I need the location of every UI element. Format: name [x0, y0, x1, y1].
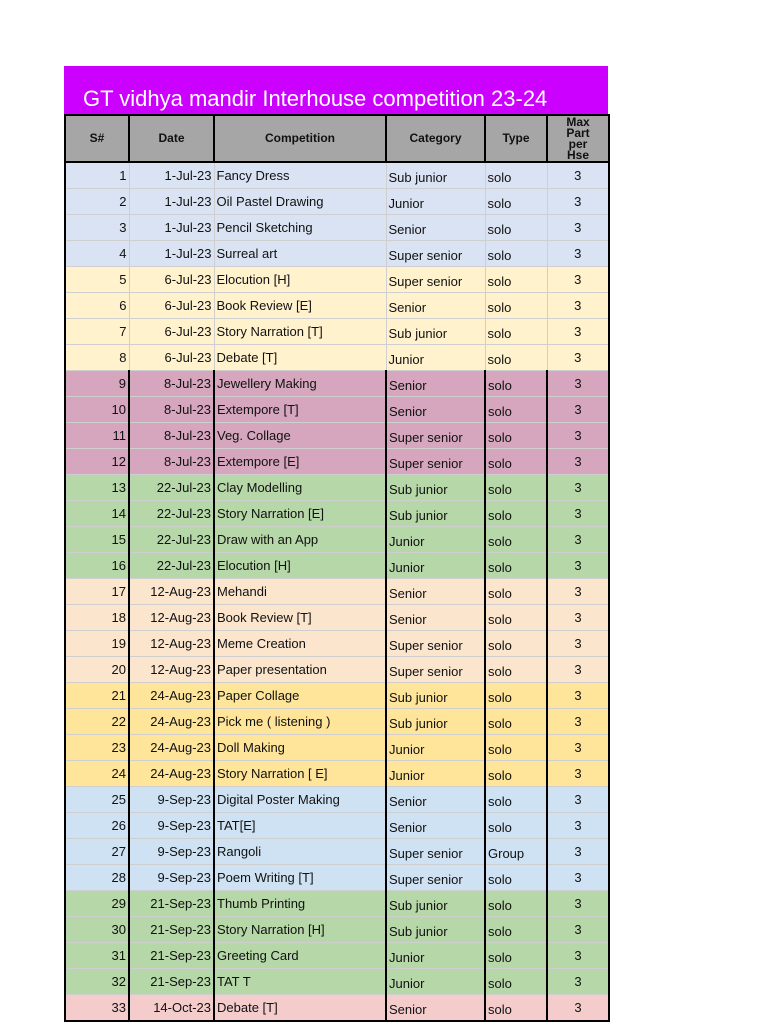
category-cell[interactable]: Junior — [386, 761, 485, 787]
header-max-part[interactable]: Max Part per Hse — [547, 115, 609, 162]
max-part-cell[interactable]: 3 — [547, 709, 609, 735]
table-row — [65, 501, 609, 527]
date-cell[interactable]: 9-Sep-23 — [129, 865, 214, 891]
table-row — [65, 189, 609, 215]
category-cell[interactable]: Senior — [386, 605, 485, 631]
competition-cell[interactable]: Book Review [T] — [214, 605, 386, 631]
max-part-cell[interactable]: 3 — [547, 683, 609, 709]
max-part-cell[interactable]: 3 — [547, 501, 609, 527]
max-part-cell[interactable]: 3 — [547, 475, 609, 501]
competition-cell[interactable]: Fancy Dress — [214, 162, 386, 189]
serial-cell[interactable]: 32 — [65, 969, 129, 995]
competition-cell[interactable]: Draw with an App — [214, 527, 386, 553]
date-cell[interactable]: 24-Aug-23 — [129, 735, 214, 761]
serial-cell[interactable]: 12 — [65, 449, 129, 475]
table-row — [65, 449, 609, 475]
type-cell[interactable]: solo — [485, 813, 547, 839]
category-cell[interactable]: Sub junior — [386, 891, 485, 917]
type-cell[interactable]: solo — [485, 215, 547, 241]
category-cell[interactable]: Junior — [386, 969, 485, 995]
serial-cell[interactable]: 2 — [65, 189, 129, 215]
type-cell[interactable]: solo — [485, 605, 547, 631]
category-cell[interactable]: Junior — [386, 345, 485, 371]
max-part-cell[interactable]: 3 — [547, 891, 609, 917]
serial-cell[interactable]: 26 — [65, 813, 129, 839]
max-part-cell[interactable]: 3 — [547, 162, 609, 189]
date-cell[interactable]: 22-Jul-23 — [129, 501, 214, 527]
competition-cell[interactable]: Story Narration [H] — [214, 917, 386, 943]
header-type[interactable]: Type — [485, 115, 547, 162]
category-cell[interactable]: Super senior — [386, 267, 485, 293]
date-cell[interactable]: 9-Sep-23 — [129, 839, 214, 865]
category-cell[interactable]: Super senior — [386, 631, 485, 657]
max-part-cell[interactable]: 3 — [547, 267, 609, 293]
max-part-cell[interactable]: 3 — [547, 605, 609, 631]
max-part-cell[interactable]: 3 — [547, 917, 609, 943]
table-row — [65, 267, 609, 293]
date-cell[interactable]: 21-Sep-23 — [129, 969, 214, 995]
serial-cell[interactable]: 33 — [65, 995, 129, 1022]
max-part-cell[interactable]: 3 — [547, 839, 609, 865]
competition-cell[interactable]: Digital Poster Making — [214, 787, 386, 813]
max-part-cell[interactable]: 3 — [547, 969, 609, 995]
type-cell[interactable]: solo — [485, 319, 547, 345]
table-row — [65, 293, 609, 319]
competition-cell[interactable]: Doll Making — [214, 735, 386, 761]
max-part-cell[interactable]: 3 — [547, 189, 609, 215]
serial-cell[interactable]: 10 — [65, 397, 129, 423]
competition-cell[interactable]: Story Narration [ E] — [214, 761, 386, 787]
date-cell[interactable]: 12-Aug-23 — [129, 605, 214, 631]
serial-cell[interactable]: 1 — [65, 162, 129, 189]
category-cell[interactable]: Senior — [386, 293, 485, 319]
type-cell[interactable]: solo — [485, 293, 547, 319]
serial-cell[interactable]: 13 — [65, 475, 129, 501]
category-cell[interactable]: Super senior — [386, 449, 485, 475]
table-row — [65, 423, 609, 449]
type-cell[interactable]: solo — [485, 267, 547, 293]
competition-cell[interactable]: Paper presentation — [214, 657, 386, 683]
category-cell[interactable]: Junior — [386, 735, 485, 761]
max-part-cell[interactable]: 3 — [547, 449, 609, 475]
date-cell[interactable]: 1-Jul-23 — [129, 241, 214, 267]
competition-cell[interactable]: Debate [T] — [214, 345, 386, 371]
type-cell[interactable]: solo — [485, 631, 547, 657]
type-cell[interactable]: Group — [485, 839, 547, 865]
table-row — [65, 995, 609, 1022]
competition-cell[interactable]: Jewellery Making — [214, 371, 386, 397]
date-cell[interactable]: 12-Aug-23 — [129, 579, 214, 605]
table-row — [65, 345, 609, 371]
table-row — [65, 709, 609, 735]
table-row — [65, 371, 609, 397]
table-row — [65, 761, 609, 787]
max-part-cell[interactable]: 3 — [547, 761, 609, 787]
serial-cell[interactable]: 18 — [65, 605, 129, 631]
category-cell[interactable]: Super senior — [386, 423, 485, 449]
date-cell[interactable]: 12-Aug-23 — [129, 657, 214, 683]
competition-cell[interactable]: Elocution [H] — [214, 553, 386, 579]
competition-cell[interactable]: Veg. Collage — [214, 423, 386, 449]
competition-cell[interactable]: Book Review [E] — [214, 293, 386, 319]
date-cell[interactable]: 8-Jul-23 — [129, 397, 214, 423]
table-row — [65, 683, 609, 709]
category-cell[interactable]: Junior — [386, 527, 485, 553]
date-cell[interactable]: 6-Jul-23 — [129, 345, 214, 371]
header-row — [65, 115, 609, 162]
serial-cell[interactable]: 25 — [65, 787, 129, 813]
serial-cell[interactable]: 7 — [65, 319, 129, 345]
category-cell[interactable]: Super senior — [386, 241, 485, 267]
type-cell[interactable]: solo — [485, 943, 547, 969]
serial-cell[interactable]: 27 — [65, 839, 129, 865]
table-row — [65, 605, 609, 631]
header-serial[interactable]: S# — [65, 115, 129, 162]
type-cell[interactable]: solo — [485, 397, 547, 423]
serial-cell[interactable]: 19 — [65, 631, 129, 657]
type-cell[interactable]: solo — [485, 891, 547, 917]
max-part-cell[interactable]: 3 — [547, 215, 609, 241]
competition-cell[interactable]: Story Narration [E] — [214, 501, 386, 527]
max-part-cell[interactable]: 3 — [547, 787, 609, 813]
competition-cell[interactable]: Extempore [T] — [214, 397, 386, 423]
type-cell[interactable]: solo — [485, 162, 547, 189]
competition-cell[interactable]: Story Narration [T] — [214, 319, 386, 345]
serial-cell[interactable]: 4 — [65, 241, 129, 267]
max-part-cell[interactable]: 3 — [547, 579, 609, 605]
category-cell[interactable]: Senior — [386, 813, 485, 839]
max-part-cell[interactable]: 3 — [547, 527, 609, 553]
serial-cell[interactable]: 22 — [65, 709, 129, 735]
table-row — [65, 839, 609, 865]
competition-cell[interactable]: TAT T — [214, 969, 386, 995]
table-row — [65, 891, 609, 917]
competition-cell[interactable]: Debate [T] — [214, 995, 386, 1022]
category-cell[interactable]: Sub junior — [386, 319, 485, 345]
serial-cell[interactable]: 11 — [65, 423, 129, 449]
max-part-cell[interactable]: 3 — [547, 345, 609, 371]
table-row — [65, 917, 609, 943]
serial-cell[interactable]: 16 — [65, 553, 129, 579]
type-cell[interactable]: solo — [485, 761, 547, 787]
serial-cell[interactable]: 5 — [65, 267, 129, 293]
date-cell[interactable]: 14-Oct-23 — [129, 995, 214, 1022]
date-cell[interactable]: 21-Sep-23 — [129, 891, 214, 917]
type-cell[interactable]: solo — [485, 449, 547, 475]
max-part-cell[interactable]: 3 — [547, 865, 609, 891]
table-row — [65, 813, 609, 839]
table-row — [65, 865, 609, 891]
type-cell[interactable]: solo — [485, 787, 547, 813]
category-cell[interactable]: Sub junior — [386, 709, 485, 735]
max-part-cell[interactable]: 3 — [547, 293, 609, 319]
table-row — [65, 319, 609, 345]
serial-cell[interactable]: 9 — [65, 371, 129, 397]
date-cell[interactable]: 8-Jul-23 — [129, 423, 214, 449]
date-cell[interactable]: 24-Aug-23 — [129, 761, 214, 787]
max-part-cell[interactable]: 3 — [547, 943, 609, 969]
category-cell[interactable]: Senior — [386, 579, 485, 605]
category-cell[interactable]: Sub junior — [386, 501, 485, 527]
date-cell[interactable]: 6-Jul-23 — [129, 267, 214, 293]
category-cell[interactable]: Super senior — [386, 657, 485, 683]
max-part-cell[interactable]: 3 — [547, 319, 609, 345]
date-cell[interactable]: 22-Jul-23 — [129, 527, 214, 553]
table-row — [65, 787, 609, 813]
type-cell[interactable]: solo — [485, 735, 547, 761]
date-cell[interactable]: 22-Jul-23 — [129, 475, 214, 501]
competition-cell[interactable]: Elocution [H] — [214, 267, 386, 293]
category-cell[interactable]: Junior — [386, 553, 485, 579]
table-row — [65, 241, 609, 267]
max-part-cell[interactable]: 3 — [547, 241, 609, 267]
serial-cell[interactable]: 24 — [65, 761, 129, 787]
type-cell[interactable]: solo — [485, 683, 547, 709]
type-cell[interactable]: solo — [485, 579, 547, 605]
serial-cell[interactable]: 30 — [65, 917, 129, 943]
competition-cell[interactable]: Thumb Printing — [214, 891, 386, 917]
type-cell[interactable]: solo — [485, 241, 547, 267]
table-row — [65, 397, 609, 423]
category-cell[interactable]: Junior — [386, 189, 485, 215]
category-cell[interactable]: Sub junior — [386, 162, 485, 189]
competition-cell[interactable]: Rangoli — [214, 839, 386, 865]
competition-cell[interactable]: Mehandi — [214, 579, 386, 605]
table-row — [65, 553, 609, 579]
date-cell[interactable]: 9-Sep-23 — [129, 787, 214, 813]
serial-cell[interactable]: 31 — [65, 943, 129, 969]
category-cell[interactable]: Junior — [386, 943, 485, 969]
serial-cell[interactable]: 17 — [65, 579, 129, 605]
max-part-cell[interactable]: 3 — [547, 397, 609, 423]
sheet-title: GT vidhya mandir Interhouse competition 23-24 — [64, 66, 608, 114]
category-cell[interactable]: Sub junior — [386, 917, 485, 943]
type-cell[interactable]: solo — [485, 501, 547, 527]
serial-cell[interactable]: 20 — [65, 657, 129, 683]
header-competition[interactable]: Competition — [214, 115, 386, 162]
category-cell[interactable]: Senior — [386, 397, 485, 423]
date-cell[interactable]: 1-Jul-23 — [129, 162, 214, 189]
type-cell[interactable]: solo — [485, 189, 547, 215]
type-cell[interactable]: solo — [485, 527, 547, 553]
date-cell[interactable]: 24-Aug-23 — [129, 709, 214, 735]
header-date[interactable]: Date — [129, 115, 214, 162]
category-cell[interactable]: Sub junior — [386, 475, 485, 501]
table-row — [65, 215, 609, 241]
type-cell[interactable]: solo — [485, 423, 547, 449]
type-cell[interactable]: solo — [485, 475, 547, 501]
table-row — [65, 631, 609, 657]
date-cell[interactable]: 1-Jul-23 — [129, 189, 214, 215]
serial-cell[interactable]: 23 — [65, 735, 129, 761]
serial-cell[interactable]: 3 — [65, 215, 129, 241]
max-part-cell[interactable]: 3 — [547, 371, 609, 397]
category-cell[interactable]: Sub junior — [386, 683, 485, 709]
category-cell[interactable]: Senior — [386, 215, 485, 241]
type-cell[interactable]: solo — [485, 917, 547, 943]
serial-cell[interactable]: 8 — [65, 345, 129, 371]
date-cell[interactable]: 24-Aug-23 — [129, 683, 214, 709]
type-cell[interactable]: solo — [485, 553, 547, 579]
competition-cell[interactable]: Oil Pastel Drawing — [214, 189, 386, 215]
date-cell[interactable]: 21-Sep-23 — [129, 917, 214, 943]
category-cell[interactable]: Senior — [386, 787, 485, 813]
type-cell[interactable]: solo — [485, 995, 547, 1022]
category-cell[interactable]: Senior — [386, 995, 485, 1022]
competition-cell[interactable]: Paper Collage — [214, 683, 386, 709]
type-cell[interactable]: solo — [485, 371, 547, 397]
max-part-cell[interactable]: 3 — [547, 553, 609, 579]
table-row — [65, 969, 609, 995]
competition-cell[interactable]: Poem Writing [T] — [214, 865, 386, 891]
competition-cell[interactable]: Greeting Card — [214, 943, 386, 969]
type-cell[interactable]: solo — [485, 969, 547, 995]
date-cell[interactable]: 1-Jul-23 — [129, 215, 214, 241]
date-cell[interactable]: 6-Jul-23 — [129, 319, 214, 345]
table-row — [65, 475, 609, 501]
competition-cell[interactable]: Pick me ( listening ) — [214, 709, 386, 735]
competition-cell[interactable]: Clay Modelling — [214, 475, 386, 501]
competition-cell[interactable]: Pencil Sketching — [214, 215, 386, 241]
serial-cell[interactable]: 29 — [65, 891, 129, 917]
table-row — [65, 943, 609, 969]
serial-cell[interactable]: 6 — [65, 293, 129, 319]
date-cell[interactable]: 8-Jul-23 — [129, 449, 214, 475]
max-part-cell[interactable]: 3 — [547, 657, 609, 683]
serial-cell[interactable]: 15 — [65, 527, 129, 553]
competition-cell[interactable]: Surreal art — [214, 241, 386, 267]
competition-cell[interactable]: TAT[E] — [214, 813, 386, 839]
date-cell[interactable]: 12-Aug-23 — [129, 631, 214, 657]
max-part-cell[interactable]: 3 — [547, 423, 609, 449]
category-cell[interactable]: Super senior — [386, 839, 485, 865]
competition-cell[interactable]: Extempore [E] — [214, 449, 386, 475]
date-cell[interactable]: 8-Jul-23 — [129, 371, 214, 397]
competition-table — [64, 114, 610, 1022]
max-part-cell[interactable]: 3 — [547, 813, 609, 839]
type-cell[interactable]: solo — [485, 865, 547, 891]
competition-cell[interactable]: Meme Creation — [214, 631, 386, 657]
table-row — [65, 657, 609, 683]
date-cell[interactable]: 21-Sep-23 — [129, 943, 214, 969]
spreadsheet — [64, 66, 608, 1022]
table-row — [65, 162, 609, 189]
table-row — [65, 579, 609, 605]
type-cell[interactable]: solo — [485, 345, 547, 371]
serial-cell[interactable]: 14 — [65, 501, 129, 527]
category-cell[interactable]: Super senior — [386, 865, 485, 891]
table-row — [65, 527, 609, 553]
date-cell[interactable]: 6-Jul-23 — [129, 293, 214, 319]
max-part-cell[interactable]: 3 — [547, 995, 609, 1022]
header-category[interactable]: Category — [386, 115, 485, 162]
max-part-cell[interactable]: 3 — [547, 735, 609, 761]
type-cell[interactable]: solo — [485, 709, 547, 735]
category-cell[interactable]: Senior — [386, 371, 485, 397]
date-cell[interactable]: 22-Jul-23 — [129, 553, 214, 579]
table-row — [65, 735, 609, 761]
serial-cell[interactable]: 21 — [65, 683, 129, 709]
date-cell[interactable]: 9-Sep-23 — [129, 813, 214, 839]
type-cell[interactable]: solo — [485, 657, 547, 683]
serial-cell[interactable]: 28 — [65, 865, 129, 891]
max-part-cell[interactable]: 3 — [547, 631, 609, 657]
